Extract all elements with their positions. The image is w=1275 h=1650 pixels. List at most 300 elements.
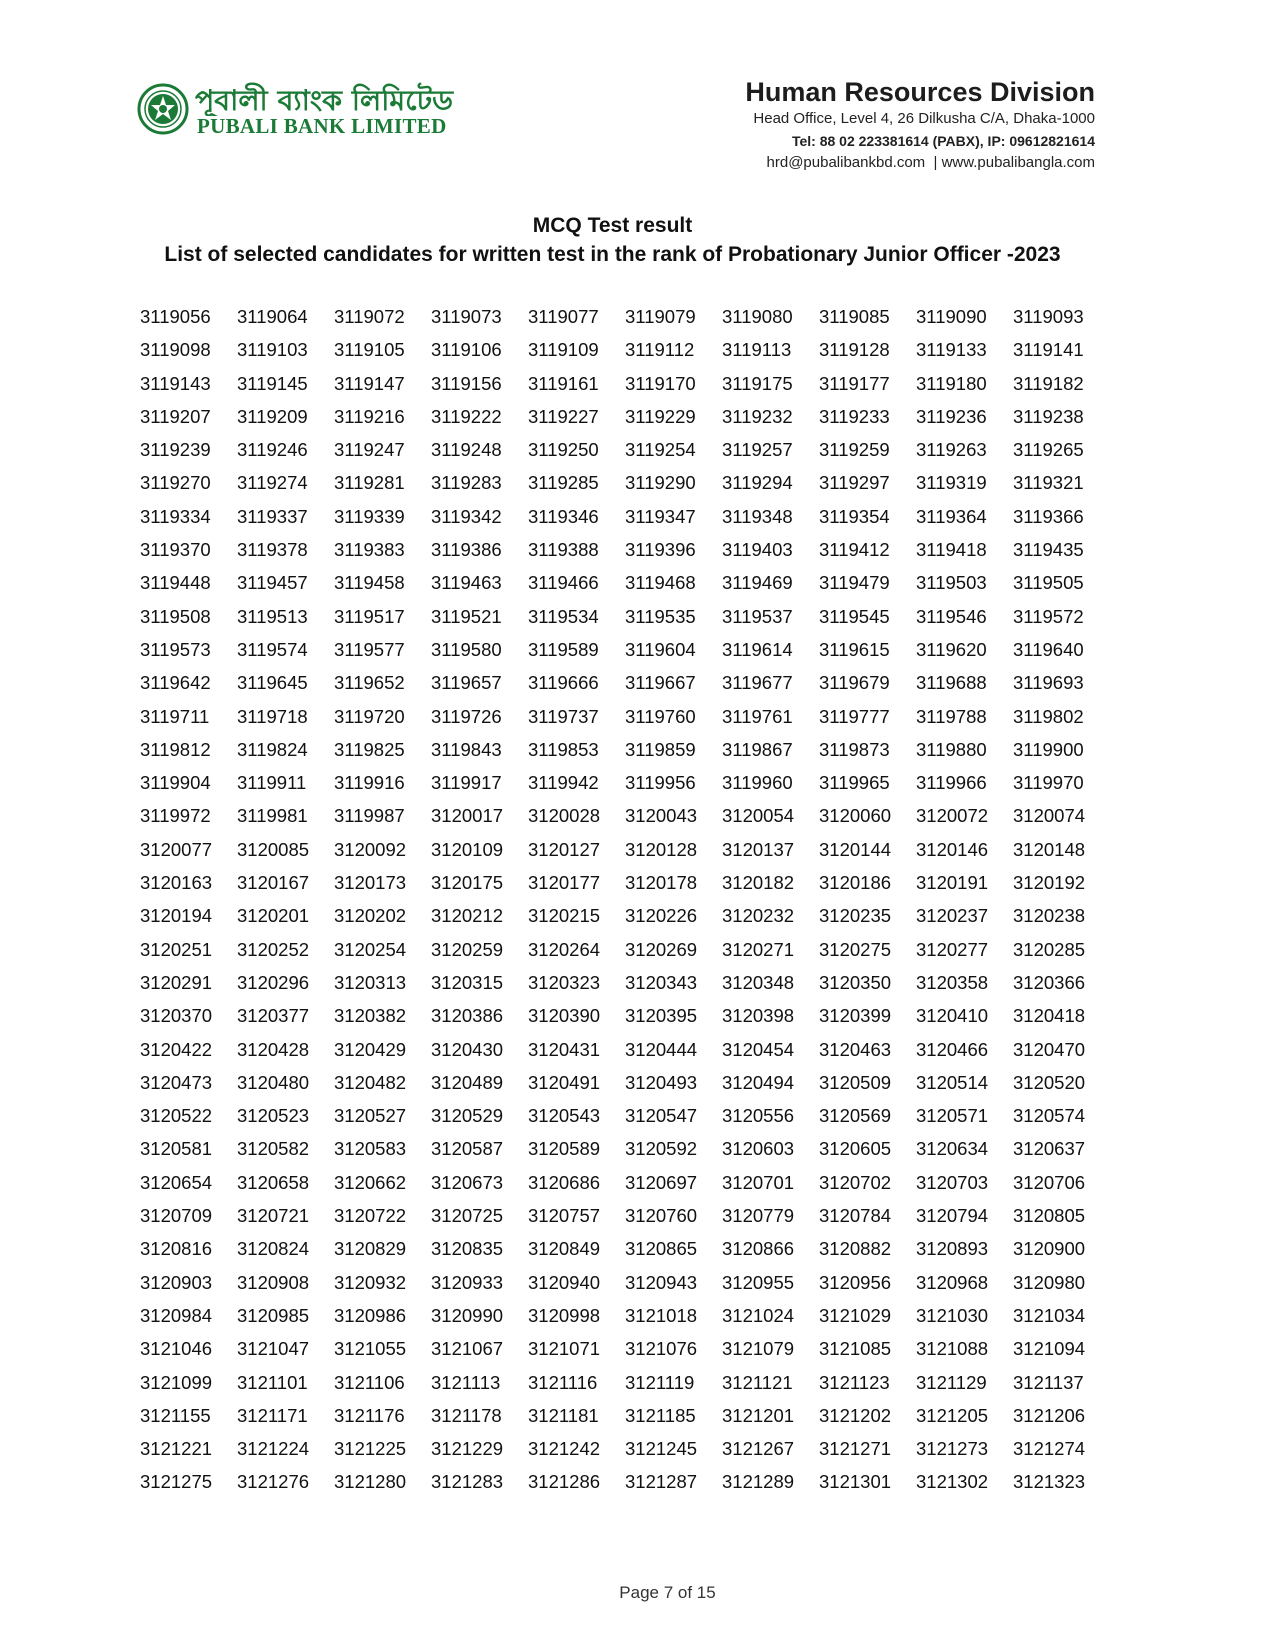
roll-number: 3120060 bbox=[819, 805, 892, 827]
roll-number: 3120192 bbox=[1013, 872, 1086, 894]
roll-number: 3121176 bbox=[334, 1404, 405, 1426]
roll-number: 3119615 bbox=[819, 638, 890, 660]
division-header bbox=[745, 76, 1095, 174]
roll-number: 3120985 bbox=[237, 1304, 310, 1326]
roll-number: 3120686 bbox=[528, 1171, 601, 1193]
roll-number: 3119366 bbox=[1013, 505, 1084, 527]
roll-number: 3120275 bbox=[819, 938, 892, 960]
roll-number: 3119103 bbox=[237, 339, 308, 361]
roll-number: 3120291 bbox=[140, 971, 213, 993]
roll-number: 3119112 bbox=[625, 339, 695, 361]
roll-number: 3119589 bbox=[528, 638, 599, 660]
roll-number: 3119458 bbox=[334, 572, 405, 594]
roll-number: 3120350 bbox=[819, 971, 892, 993]
roll-number: 3121225 bbox=[334, 1438, 407, 1460]
roll-number: 3121202 bbox=[819, 1404, 892, 1426]
bank-name: PUBALI BANK LIMITED bbox=[197, 114, 447, 138]
roll-number: 3119321 bbox=[1013, 472, 1084, 494]
roll-number: 3119337 bbox=[237, 505, 308, 527]
roll-number: 3119640 bbox=[1013, 638, 1084, 660]
roll-number: 3121271 bbox=[819, 1438, 892, 1460]
roll-number: 3119657 bbox=[431, 672, 502, 694]
roll-number: 3119573 bbox=[140, 638, 211, 660]
roll-number: 3121274 bbox=[1013, 1438, 1086, 1460]
roll-number: 3120520 bbox=[1013, 1071, 1086, 1093]
roll-number: 3121181 bbox=[528, 1404, 599, 1426]
roll-number: 3120784 bbox=[819, 1205, 892, 1227]
roll-number: 3119466 bbox=[528, 572, 599, 594]
roll-number: 3120237 bbox=[916, 905, 989, 927]
roll-number: 3119254 bbox=[625, 439, 696, 461]
roll-number: 3120146 bbox=[916, 838, 989, 860]
roll-number: 3120637 bbox=[1013, 1138, 1086, 1160]
roll-number: 3119207 bbox=[140, 405, 211, 427]
roll-number: 3120547 bbox=[625, 1105, 698, 1127]
roll-number: 3119960 bbox=[722, 772, 793, 794]
roll-number: 3120986 bbox=[334, 1304, 407, 1326]
roll-number: 3119105 bbox=[334, 339, 405, 361]
roll-number: 3120173 bbox=[334, 872, 407, 894]
roll-number: 3120603 bbox=[722, 1138, 795, 1160]
roll-number: 3120271 bbox=[722, 938, 795, 960]
roll-number: 3119677 bbox=[722, 672, 793, 694]
roll-number: 3119250 bbox=[528, 439, 599, 461]
roll-number: 3119257 bbox=[722, 439, 793, 461]
roll-number: 3120757 bbox=[528, 1205, 601, 1227]
roll-number: 3121275 bbox=[140, 1471, 213, 1493]
roll-number: 3121289 bbox=[722, 1471, 795, 1493]
roll-number: 3120296 bbox=[237, 971, 310, 993]
roll-number: 3119824 bbox=[237, 738, 308, 760]
roll-number: 3121221 bbox=[140, 1438, 213, 1460]
roll-number: 3120932 bbox=[334, 1271, 407, 1293]
roll-number: 3119853 bbox=[528, 738, 599, 760]
roll-number: 3121046 bbox=[140, 1338, 213, 1360]
roll-number: 3120574 bbox=[1013, 1105, 1086, 1127]
roll-number: 3121055 bbox=[334, 1338, 407, 1360]
roll-number: 3121185 bbox=[625, 1404, 696, 1426]
roll-number: 3119867 bbox=[722, 738, 793, 760]
roll-number: 3119388 bbox=[528, 539, 599, 561]
roll-number: 3119720 bbox=[334, 705, 405, 727]
roll-number: 3119900 bbox=[1013, 738, 1084, 760]
roll-number: 3119403 bbox=[722, 539, 793, 561]
roll-number: 3119319 bbox=[916, 472, 987, 494]
roll-number: 3121283 bbox=[431, 1471, 504, 1493]
roll-number: 3119170 bbox=[625, 372, 696, 394]
roll-number: 3120933 bbox=[431, 1271, 504, 1293]
roll-number: 3119435 bbox=[1013, 539, 1084, 561]
page-number: Page 7 of 15 bbox=[619, 1583, 716, 1602]
roll-number: 3120386 bbox=[431, 1005, 504, 1027]
roll-number: 3119156 bbox=[431, 372, 502, 394]
roll-number: 3119679 bbox=[819, 672, 890, 694]
roll-number: 3121242 bbox=[528, 1438, 601, 1460]
roll-number: 3119981 bbox=[237, 805, 308, 827]
roll-number: 3120226 bbox=[625, 905, 698, 927]
roll-number: 3119503 bbox=[916, 572, 987, 594]
roll-number: 3120466 bbox=[916, 1038, 989, 1060]
roll-number: 3120908 bbox=[237, 1271, 310, 1293]
roll-number: 3119239 bbox=[140, 439, 211, 461]
roll-number: 3121301 bbox=[819, 1471, 892, 1493]
roll-number: 3120571 bbox=[916, 1105, 989, 1127]
roll-number: 3121205 bbox=[916, 1404, 989, 1426]
roll-number: 3120323 bbox=[528, 971, 601, 993]
roll-number: 3120254 bbox=[334, 938, 407, 960]
roll-number: 3120835 bbox=[431, 1238, 504, 1260]
roll-number: 3120583 bbox=[334, 1138, 407, 1160]
roll-number: 3119145 bbox=[237, 372, 308, 394]
roll-number: 3121047 bbox=[237, 1338, 310, 1360]
roll-number: 3120956 bbox=[819, 1271, 892, 1293]
roll-number: 3120706 bbox=[1013, 1171, 1086, 1193]
bank-logo bbox=[137, 80, 457, 138]
roll-number: 3121119 bbox=[625, 1371, 695, 1393]
roll-number: 3119916 bbox=[334, 772, 405, 794]
roll-number: 3119534 bbox=[528, 605, 599, 627]
roll-number: 3119339 bbox=[334, 505, 405, 527]
roll-number: 3120182 bbox=[722, 872, 795, 894]
roll-number: 3119290 bbox=[625, 472, 696, 494]
roll-number: 3121267 bbox=[722, 1438, 795, 1460]
roll-number: 3120955 bbox=[722, 1271, 795, 1293]
roll-number: 3119141 bbox=[1013, 339, 1084, 361]
roll-number: 3119386 bbox=[431, 539, 502, 561]
roll-number: 3119113 bbox=[722, 339, 792, 361]
roll-number: 3119263 bbox=[916, 439, 987, 461]
roll-number: 3119073 bbox=[431, 306, 502, 327]
roll-number-grid bbox=[140, 300, 1110, 1499]
roll-number: 3119859 bbox=[625, 738, 696, 760]
roll-number: 3120865 bbox=[625, 1238, 698, 1260]
roll-number: 3120522 bbox=[140, 1105, 213, 1127]
roll-number: 3119093 bbox=[1013, 306, 1084, 327]
roll-number: 3119247 bbox=[334, 439, 405, 461]
roll-number: 3120470 bbox=[1013, 1038, 1086, 1060]
roll-number: 3121323 bbox=[1013, 1471, 1086, 1493]
roll-number: 3121079 bbox=[722, 1338, 795, 1360]
roll-number: 3119457 bbox=[237, 572, 308, 594]
roll-number: 3120358 bbox=[916, 971, 989, 993]
roll-number: 3119812 bbox=[140, 738, 211, 760]
roll-number: 3119517 bbox=[334, 605, 405, 627]
roll-number: 3119513 bbox=[237, 605, 308, 627]
roll-number: 3120072 bbox=[916, 805, 989, 827]
roll-number: 3119077 bbox=[528, 306, 599, 327]
roll-number: 3120398 bbox=[722, 1005, 795, 1027]
roll-number: 3120144 bbox=[819, 838, 892, 860]
roll-number: 3120201 bbox=[237, 905, 310, 927]
roll-number: 3120634 bbox=[916, 1138, 989, 1160]
roll-number: 3120491 bbox=[528, 1071, 601, 1093]
roll-number: 3120654 bbox=[140, 1171, 213, 1193]
svg-text:পূবালী ব্যাংক লিমিটেড: পূবালী ব্যাংক লিমিটেড bbox=[195, 84, 450, 116]
roll-number: 3120866 bbox=[722, 1238, 795, 1260]
roll-number: 3119508 bbox=[140, 605, 211, 627]
roll-number: 3121224 bbox=[237, 1438, 310, 1460]
roll-number: 3119546 bbox=[916, 605, 987, 627]
roll-number: 3120366 bbox=[1013, 971, 1086, 993]
roll-number: 3120722 bbox=[334, 1205, 407, 1227]
roll-number: 3119229 bbox=[625, 405, 696, 427]
roll-number: 3120493 bbox=[625, 1071, 698, 1093]
roll-number: 3121121 bbox=[722, 1371, 793, 1393]
roll-number: 3119614 bbox=[722, 638, 793, 660]
roll-number: 3120849 bbox=[528, 1238, 601, 1260]
roll-number: 3121129 bbox=[916, 1371, 987, 1393]
roll-number: 3120128 bbox=[625, 838, 698, 860]
roll-number: 3119693 bbox=[1013, 672, 1084, 694]
roll-number: 3120370 bbox=[140, 1005, 213, 1027]
roll-number: 3119966 bbox=[916, 772, 987, 794]
bank-emblem-icon bbox=[137, 83, 189, 135]
roll-number: 3119418 bbox=[916, 539, 987, 561]
roll-number: 3121116 bbox=[528, 1371, 598, 1393]
roll-number: 3120984 bbox=[140, 1304, 213, 1326]
roll-number: 3119412 bbox=[819, 539, 890, 561]
roll-number: 3120587 bbox=[431, 1138, 504, 1160]
roll-number: 3119505 bbox=[1013, 572, 1084, 594]
roll-number: 3121286 bbox=[528, 1471, 601, 1493]
roll-number: 3120489 bbox=[431, 1071, 504, 1093]
roll-number: 3119788 bbox=[916, 705, 987, 727]
roll-number: 3120428 bbox=[237, 1038, 310, 1060]
roll-number: 3119354 bbox=[819, 505, 890, 527]
roll-number: 3119342 bbox=[431, 505, 502, 527]
roll-number: 3119133 bbox=[916, 339, 987, 361]
roll-number: 3120315 bbox=[431, 971, 504, 993]
roll-number: 3120482 bbox=[334, 1071, 407, 1093]
roll-number: 3121106 bbox=[334, 1371, 405, 1393]
roll-number: 3119294 bbox=[722, 472, 793, 494]
roll-number: 3119274 bbox=[237, 472, 308, 494]
roll-number: 3120709 bbox=[140, 1205, 213, 1227]
roll-number: 3119970 bbox=[1013, 772, 1084, 794]
roll-number: 3120480 bbox=[237, 1071, 310, 1093]
roll-number: 3119667 bbox=[625, 672, 696, 694]
roll-number: 3120569 bbox=[819, 1105, 892, 1127]
roll-number: 3119209 bbox=[237, 405, 308, 427]
roll-number: 3119177 bbox=[819, 372, 890, 394]
roll-number: 3119880 bbox=[916, 738, 987, 760]
roll-number: 3119248 bbox=[431, 439, 502, 461]
roll-number: 3120348 bbox=[722, 971, 795, 993]
roll-number: 3119283 bbox=[431, 472, 502, 494]
roll-number: 3119128 bbox=[819, 339, 890, 361]
roll-number: 3119175 bbox=[722, 372, 793, 394]
roll-number: 3120943 bbox=[625, 1271, 698, 1293]
roll-number: 3120494 bbox=[722, 1071, 795, 1093]
roll-number: 3119469 bbox=[722, 572, 793, 594]
roll-number: 3120178 bbox=[625, 872, 698, 894]
roll-number: 3120702 bbox=[819, 1171, 892, 1193]
roll-number: 3119106 bbox=[431, 339, 502, 361]
roll-number: 3120779 bbox=[722, 1205, 795, 1227]
roll-number: 3119383 bbox=[334, 539, 405, 561]
roll-number: 3121076 bbox=[625, 1338, 698, 1360]
roll-number: 3120269 bbox=[625, 938, 698, 960]
roll-number: 3119463 bbox=[431, 572, 502, 594]
roll-number: 3119233 bbox=[819, 405, 890, 427]
roll-number: 3120175 bbox=[431, 872, 504, 894]
roll-number: 3119216 bbox=[334, 405, 405, 427]
roll-number: 3120701 bbox=[722, 1171, 795, 1193]
roll-number: 3120137 bbox=[722, 838, 795, 860]
roll-number: 3120509 bbox=[819, 1071, 892, 1093]
roll-number: 3120264 bbox=[528, 938, 601, 960]
roll-number: 3120529 bbox=[431, 1105, 504, 1127]
roll-number: 3119972 bbox=[140, 805, 211, 827]
roll-number: 3119545 bbox=[819, 605, 890, 627]
roll-number: 3120543 bbox=[528, 1105, 601, 1127]
roll-number: 3120429 bbox=[334, 1038, 407, 1060]
roll-number: 3119761 bbox=[722, 705, 793, 727]
roll-number: 3120148 bbox=[1013, 838, 1086, 860]
roll-number: 3120092 bbox=[334, 838, 407, 860]
roll-number: 3120043 bbox=[625, 805, 698, 827]
roll-number: 3120805 bbox=[1013, 1205, 1086, 1227]
document-title: MCQ Test result bbox=[532, 214, 693, 237]
roll-number: 3120824 bbox=[237, 1238, 310, 1260]
roll-number: 3119072 bbox=[334, 306, 405, 327]
roll-number: 3121201 bbox=[722, 1404, 795, 1426]
roll-number: 3121155 bbox=[140, 1404, 211, 1426]
roll-number: 3119364 bbox=[916, 505, 987, 527]
roll-number: 3121276 bbox=[237, 1471, 310, 1493]
roll-number: 3119056 bbox=[140, 306, 211, 327]
roll-number: 3120523 bbox=[237, 1105, 310, 1127]
roll-number: 3120422 bbox=[140, 1038, 213, 1060]
roll-number: 3120968 bbox=[916, 1271, 989, 1293]
division-contact: hrd@pubalibankbd.com | www.pubalibangla.com bbox=[766, 154, 1095, 171]
roll-number: 3121123 bbox=[819, 1371, 890, 1393]
roll-number: 3121245 bbox=[625, 1438, 698, 1460]
roll-number: 3120473 bbox=[140, 1071, 213, 1093]
roll-number: 3120077 bbox=[140, 838, 213, 860]
roll-number: 3120592 bbox=[625, 1138, 698, 1160]
roll-number: 3120662 bbox=[334, 1171, 407, 1193]
roll-number: 3120127 bbox=[528, 838, 601, 860]
roll-number: 3119652 bbox=[334, 672, 405, 694]
roll-number: 3119718 bbox=[237, 705, 308, 727]
roll-number: 3119090 bbox=[916, 306, 987, 327]
roll-number: 3120186 bbox=[819, 872, 892, 894]
roll-number: 3120085 bbox=[237, 838, 310, 860]
roll-number: 3119604 bbox=[625, 638, 696, 660]
roll-number: 3119642 bbox=[140, 672, 211, 694]
roll-number: 3120582 bbox=[237, 1138, 310, 1160]
roll-number: 3120028 bbox=[528, 805, 601, 827]
roll-number: 3120725 bbox=[431, 1205, 504, 1227]
roll-number: 3119334 bbox=[140, 505, 211, 527]
roll-number: 3119396 bbox=[625, 539, 696, 561]
roll-number: 3120990 bbox=[431, 1304, 504, 1326]
roll-number: 3119232 bbox=[722, 405, 793, 427]
roll-number: 3119265 bbox=[1013, 439, 1084, 461]
roll-number: 3119904 bbox=[140, 772, 211, 794]
roll-number: 3120238 bbox=[1013, 905, 1086, 927]
roll-number: 3120202 bbox=[334, 905, 407, 927]
roll-number: 3119468 bbox=[625, 572, 696, 594]
roll-number: 3119147 bbox=[334, 372, 405, 394]
roll-number: 3121273 bbox=[916, 1438, 989, 1460]
roll-number: 3120430 bbox=[431, 1038, 504, 1060]
roll-number: 3120581 bbox=[140, 1138, 213, 1160]
roll-number: 3120313 bbox=[334, 971, 407, 993]
roll-number: 3119143 bbox=[140, 372, 211, 394]
roll-number: 3121101 bbox=[237, 1371, 308, 1393]
roll-number: 3120212 bbox=[431, 905, 504, 927]
roll-number: 3121094 bbox=[1013, 1338, 1086, 1360]
roll-number: 3121171 bbox=[237, 1404, 308, 1426]
roll-number: 3120074 bbox=[1013, 805, 1086, 827]
roll-number: 3120940 bbox=[528, 1271, 601, 1293]
division-phone: Tel: 88 02 223381614 (PABX), IP: 09612821614 bbox=[791, 133, 1095, 149]
roll-number: 3121287 bbox=[625, 1471, 698, 1493]
roll-number: 3120054 bbox=[722, 805, 795, 827]
roll-number: 3119942 bbox=[528, 772, 599, 794]
bangla-wordmark bbox=[195, 80, 457, 116]
roll-number: 3119285 bbox=[528, 472, 599, 494]
roll-number: 3119238 bbox=[1013, 405, 1084, 427]
roll-number: 3121034 bbox=[1013, 1304, 1086, 1326]
roll-number: 3120109 bbox=[431, 838, 504, 860]
roll-number: 3120721 bbox=[237, 1205, 310, 1227]
roll-number: 3119448 bbox=[140, 572, 211, 594]
roll-number: 3120760 bbox=[625, 1205, 698, 1227]
roll-number: 3121085 bbox=[819, 1338, 892, 1360]
roll-number: 3119370 bbox=[140, 539, 211, 561]
roll-number: 3121113 bbox=[431, 1371, 501, 1393]
roll-number: 3119572 bbox=[1013, 605, 1084, 627]
roll-number: 3120980 bbox=[1013, 1271, 1086, 1293]
division-address: Head Office, Level 4, 26 Dilkusha C/A, Dhaka-1000 bbox=[753, 110, 1095, 127]
roll-number: 3120893 bbox=[916, 1238, 989, 1260]
roll-number: 3120998 bbox=[528, 1304, 601, 1326]
roll-number: 3119620 bbox=[916, 638, 987, 660]
roll-number: 3119873 bbox=[819, 738, 890, 760]
roll-number: 3120343 bbox=[625, 971, 698, 993]
roll-number: 3120017 bbox=[431, 805, 504, 827]
roll-number: 3121206 bbox=[1013, 1404, 1086, 1426]
roll-number: 3120418 bbox=[1013, 1005, 1086, 1027]
roll-number: 3121229 bbox=[431, 1438, 504, 1460]
roll-number: 3119347 bbox=[625, 505, 696, 527]
roll-number: 3120444 bbox=[625, 1038, 698, 1060]
roll-number: 3120673 bbox=[431, 1171, 504, 1193]
roll-number: 3120215 bbox=[528, 905, 601, 927]
roll-number: 3119222 bbox=[431, 405, 502, 427]
roll-number: 3121178 bbox=[431, 1404, 502, 1426]
roll-number: 3119965 bbox=[819, 772, 890, 794]
roll-number: 3119161 bbox=[528, 372, 599, 394]
roll-number: 3120527 bbox=[334, 1105, 407, 1127]
roll-number: 3120794 bbox=[916, 1205, 989, 1227]
roll-number: 3119236 bbox=[916, 405, 987, 427]
roll-number: 3120163 bbox=[140, 872, 213, 894]
roll-number: 3121029 bbox=[819, 1304, 892, 1326]
roll-number: 3119726 bbox=[431, 705, 502, 727]
document-subtitle: List of selected candidates for written test in the rank of Probationary Junior Officer -2023 bbox=[164, 243, 1061, 266]
roll-number: 3120399 bbox=[819, 1005, 892, 1027]
roll-number: 3119645 bbox=[237, 672, 308, 694]
roll-number: 3119246 bbox=[237, 439, 308, 461]
roll-number: 3119348 bbox=[722, 505, 793, 527]
roll-number: 3119227 bbox=[528, 405, 599, 427]
roll-number: 3119760 bbox=[625, 705, 696, 727]
roll-number: 3119346 bbox=[528, 505, 599, 527]
